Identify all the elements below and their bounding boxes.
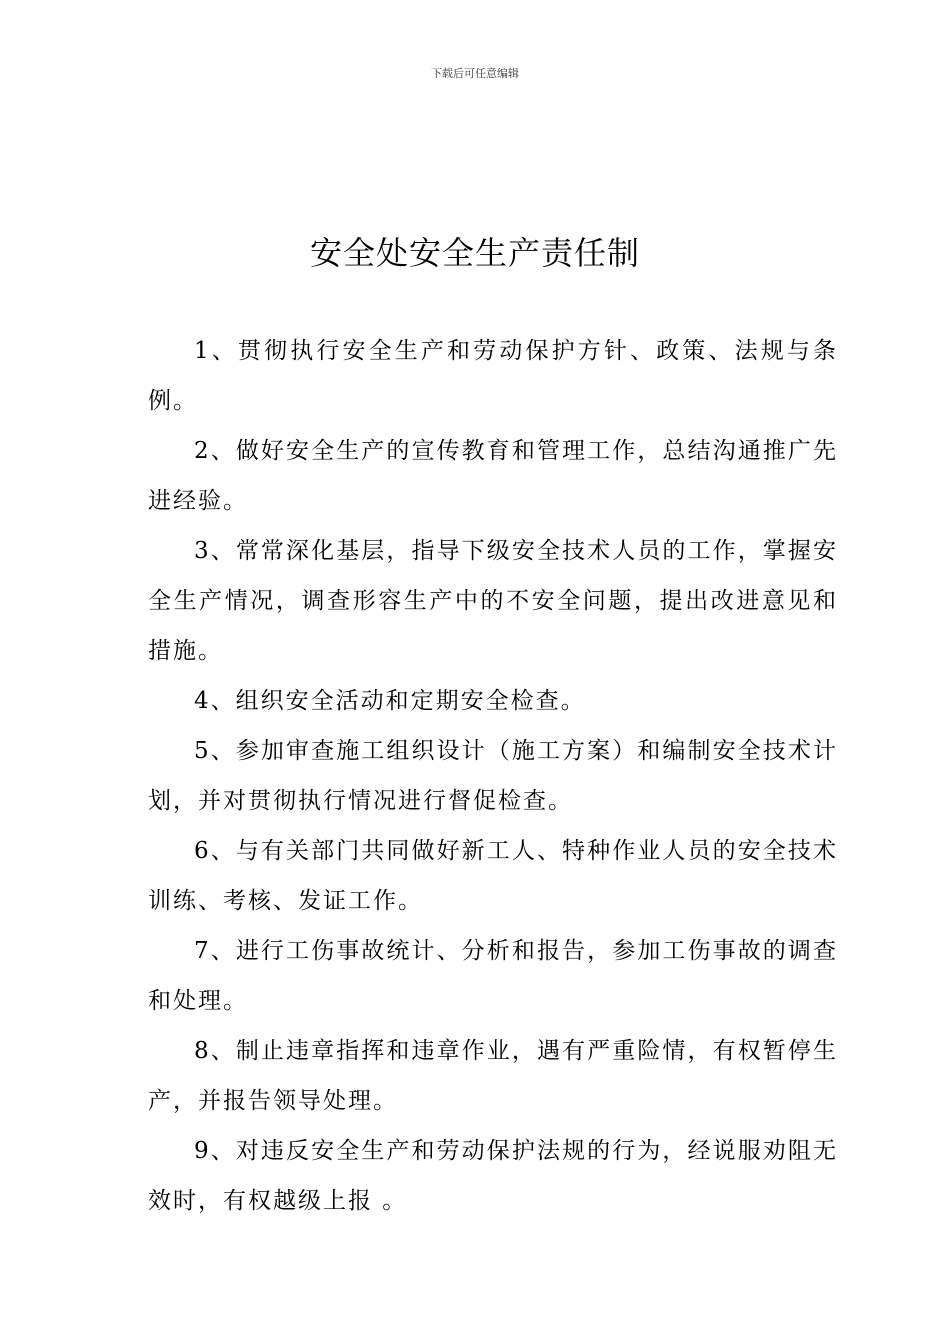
list-item: 6、与有关部门共同做好新工人、特种作业人员的安全技术训练、考核、发证工作。 — [148, 838, 838, 914]
list-item: 8、制止违章指挥和违章作业，遇有严重险情，有权暂停生产，并报告领导处理。 — [148, 1038, 838, 1114]
list-item: 9、对违反安全生产和劳动保护法规的行为，经说服劝阻无效时，有权越级上报 。 — [148, 1138, 838, 1214]
responsibility-list — [148, 326, 838, 1226]
document-title: 安全处安全生产责任制 — [309, 234, 640, 272]
list-item: 5、参加审查施工组织设计（施工方案）和编制安全技术计划，并对贯彻执行情况进行督促检查。 — [148, 738, 838, 814]
list-item: 4、组织安全活动和定期安全检查。 — [194, 688, 586, 714]
list-item: 7、进行工伤事故统计、分析和报告，参加工伤事故的调查和处理。 — [148, 938, 838, 1014]
header-note: 下载后可任意编辑 — [431, 67, 519, 80]
list-item: 1、贯彻执行安全生产和劳动保护方针、政策、法规与条例。 — [148, 338, 838, 414]
list-item: 2、做好安全生产的宣传教育和管理工作，总结沟通推广先进经验。 — [148, 438, 838, 514]
list-item: 3、常常深化基层，指导下级安全技术人员的工作，掌握安全生产情况，调查形容生产中的不安全问题，提出改进意见和措施。 — [148, 538, 838, 664]
